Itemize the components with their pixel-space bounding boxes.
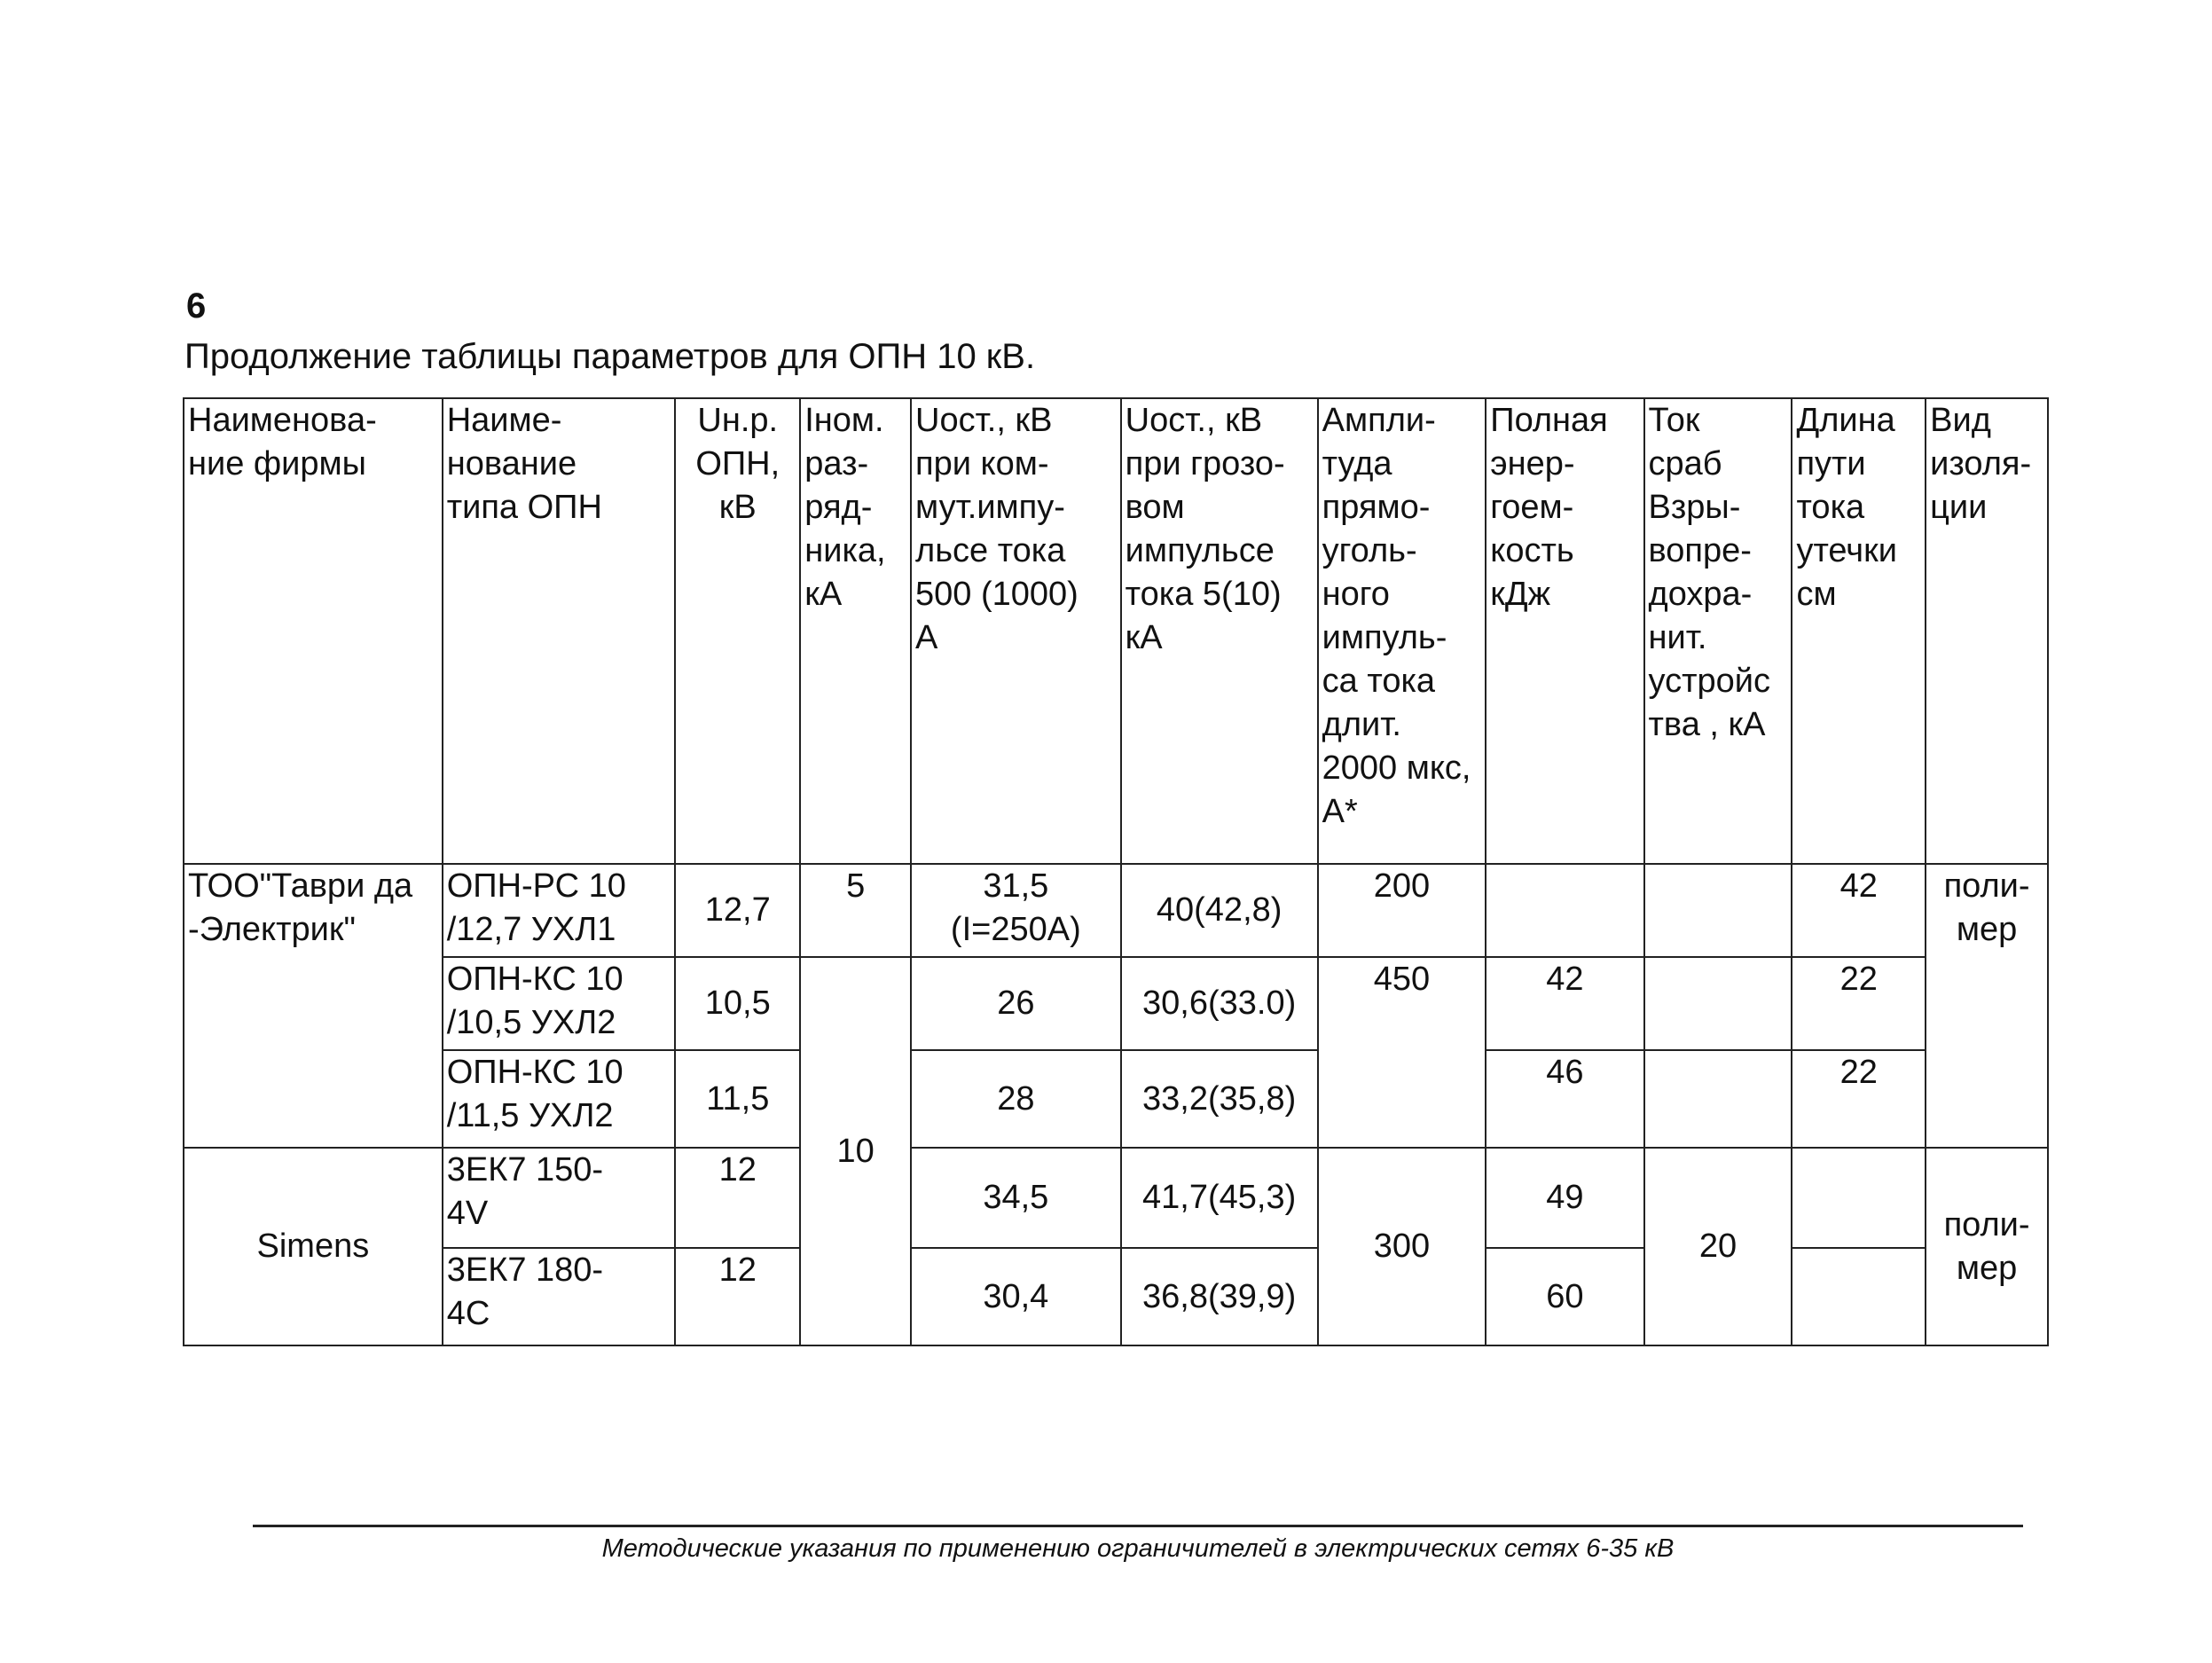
cell-amplitude: 300 — [1318, 1148, 1486, 1345]
cell-energy: 49 — [1486, 1148, 1643, 1248]
header-i-nom: Iном. раз- ряд- ника, кА — [800, 398, 911, 864]
cell-u-nr: 12 — [675, 1148, 800, 1248]
cell-energy: 42 — [1486, 957, 1643, 1050]
table-row — [184, 864, 2048, 957]
cell-type: 3ЕК7 180- 4C — [443, 1248, 676, 1345]
cell-type: ОПН-РС 10 /12,7 УХЛ1 — [443, 864, 676, 957]
parameters-table — [183, 397, 2049, 1346]
cell-trip — [1644, 864, 1792, 957]
cell-u-nr: 12 — [675, 1248, 800, 1345]
cell-type: 3ЕК7 150- 4V — [443, 1148, 676, 1248]
page-number: 6 — [186, 286, 207, 326]
header-u-light: Uост., кВ при грозо- вом импульсе тока 5(10) кА — [1121, 398, 1318, 864]
cell-type: ОПН-КС 10 /10,5 УХЛ2 — [443, 957, 676, 1050]
cell-u-nr: 11,5 — [675, 1050, 800, 1148]
header-firm: Наименова- ние фирмы — [184, 398, 443, 864]
cell-u-nr: 10,5 — [675, 957, 800, 1050]
cell-u-comm: 28 — [911, 1050, 1121, 1148]
cell-u-light: 40(42,8) — [1121, 864, 1318, 957]
cell-type: ОПН-КС 10 /11,5 УХЛ2 — [443, 1050, 676, 1148]
cell-length — [1792, 1148, 1926, 1248]
cell-energy: 46 — [1486, 1050, 1643, 1148]
cell-trip — [1644, 957, 1792, 1050]
cell-firm-tavrida: ТОО"Таври да -Электрик" — [184, 864, 443, 1148]
cell-u-light: 36,8(39,9) — [1121, 1248, 1318, 1345]
cell-trip — [1644, 1050, 1792, 1148]
header-u-comm: Uост., кВ при ком- мут.импу- льсе тока 500 (1000) А — [911, 398, 1121, 864]
cell-u-light: 41,7(45,3) — [1121, 1148, 1318, 1248]
table-caption: Продолжение таблицы параметров для ОПН 10 кВ. — [184, 337, 1036, 376]
header-insulation: Вид изоля- ции — [1926, 398, 2048, 864]
cell-u-light: 33,2(35,8) — [1121, 1050, 1318, 1148]
cell-length: 22 — [1792, 1050, 1926, 1148]
header-row — [184, 398, 2048, 864]
header-trip-current: Ток сраб Взры- вопре- дохра- нит. устройс тва , кА — [1644, 398, 1792, 864]
header-energy: Полная энер- гоем- кость кДж — [1486, 398, 1643, 864]
cell-length: 22 — [1792, 957, 1926, 1050]
cell-amplitude: 200 — [1318, 864, 1486, 957]
table-row — [184, 957, 2048, 1050]
footer-divider — [253, 1525, 2023, 1527]
header-leakage-length: Длина пути тока утечки см — [1792, 398, 1926, 864]
header-u-nr: Uн.р. ОПН, кВ — [675, 398, 800, 864]
cell-u-light: 30,6(33.0) — [1121, 957, 1318, 1050]
header-amplitude: Ампли- туда прямо- уголь- ного импуль- са тока длит. 2000 мкс, А* — [1318, 398, 1486, 864]
cell-insulation-simens: поли- мер — [1926, 1148, 2048, 1345]
cell-length — [1792, 1248, 1926, 1345]
table-row — [184, 1050, 2048, 1148]
cell-i-nom: 5 — [800, 864, 911, 957]
footer-text: Методические указания по применению ограничителей в электрических сетях 6-35 кВ — [601, 1534, 1675, 1563]
cell-u-comm: 34,5 — [911, 1148, 1121, 1248]
cell-u-comm: 26 — [911, 957, 1121, 1050]
header-type: Наиме- нование типа ОПН — [443, 398, 676, 864]
cell-trip: 20 — [1644, 1148, 1792, 1345]
cell-amplitude: 450 — [1318, 957, 1486, 1148]
cell-u-nr: 12,7 — [675, 864, 800, 957]
cell-energy — [1486, 864, 1643, 957]
cell-energy: 60 — [1486, 1248, 1643, 1345]
cell-u-comm: 30,4 — [911, 1248, 1121, 1345]
cell-insulation-tavrida: поли- мер — [1926, 864, 2048, 1148]
cell-u-comm: 31,5 (I=250A) — [911, 864, 1121, 957]
cell-firm-simens: Simens — [184, 1148, 443, 1345]
cell-i-nom-shared: 10 — [800, 957, 911, 1345]
cell-length: 42 — [1792, 864, 1926, 957]
table-row — [184, 1148, 2048, 1248]
